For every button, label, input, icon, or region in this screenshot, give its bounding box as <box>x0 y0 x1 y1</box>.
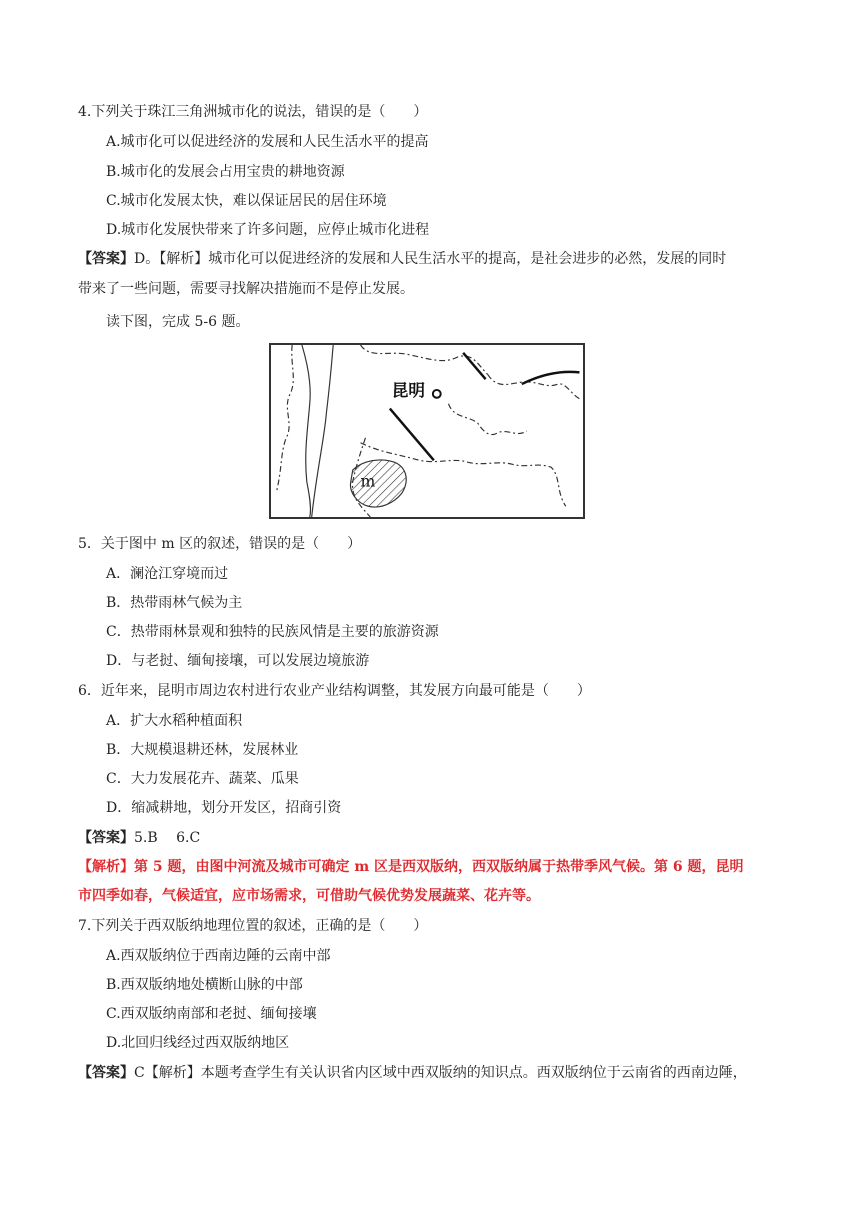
q4-option-c: C.城市化发展太快，难以保证居民的居住环境 <box>106 193 387 209</box>
q4-answer-text: D。【解析】城市化可以促进经济的发展和人民生活水平的提高，是社会进步的必然，发展的同时 <box>134 251 727 267</box>
river-segment <box>463 353 485 379</box>
q4-option-a: A.城市化可以促进经济的发展和人民生活水平的提高 <box>106 134 429 150</box>
q6-option-a: A．扩大水稻种植面积 <box>106 713 243 729</box>
q5-option-c: C．热带雨林景观和独特的民族风情是主要的旅游资源 <box>106 624 439 640</box>
boundary-line <box>277 345 294 492</box>
q7-option-a: A.西双版纳位于西南边陲的云南中部 <box>106 948 331 964</box>
answer-tag: 【答案】 <box>78 830 134 846</box>
kunming-label: 昆明 <box>391 380 426 400</box>
q6-option-b: B．大规模退耕还林，发展林业 <box>106 742 299 758</box>
map-graphic <box>271 345 583 517</box>
q56-analysis: 【解析】第 5 题，由图中河流及城市可确定 m 区是西双版纳，西双版纳属于热带季风气候。第 6 题，昆明 <box>78 859 744 875</box>
m-region <box>350 460 406 507</box>
kunming-city-dot <box>433 390 441 398</box>
answer-tag: 【答案】 <box>78 251 134 267</box>
q7-answer-text: C【解析】本题考查学生有关认识省内区域中西双版纳的知识点。西双版纳位于云南省的西南边陲， <box>134 1065 747 1081</box>
answer-tag: 【答案】 <box>78 1065 134 1081</box>
q4-stem: 4.下列关于珠江三角洲城市化的说法，错误的是（ ） <box>78 104 428 120</box>
q7-option-d: D.北回归线经过西双版纳地区 <box>106 1035 290 1051</box>
q5-option-a: A．澜沧江穿境而过 <box>106 566 229 582</box>
q56-answer-text: 5.B 6.C <box>134 830 201 846</box>
q4-option-b: B.城市化的发展会占用宝贵的耕地资源 <box>106 164 345 180</box>
q7-option-c: C.西双版纳南部和老挝、缅甸接壤 <box>106 1006 317 1022</box>
q5-stem: 5．关于图中 m 区的叙述，错误的是（ ） <box>78 536 362 552</box>
q6-stem: 6．近年来，昆明市周边农村进行农业产业结构调整，其发展方向最可能是（ ） <box>78 683 591 699</box>
q4-option-d: D.城市化发展快带来了许多问题，应停止城市化进程 <box>106 222 430 238</box>
q5-option-b: B．热带雨林气候为主 <box>106 595 243 611</box>
q7-stem: 7.下列关于西双版纳地理位置的叙述，正确的是（ ） <box>78 918 428 934</box>
m-region-label: m <box>360 471 376 491</box>
q4-answer <box>78 249 726 269</box>
q56-answer <box>78 828 200 848</box>
river-line <box>302 345 311 517</box>
q7-answer <box>78 1063 747 1083</box>
q7-option-b: B.西双版纳地处横断山脉的中部 <box>106 977 303 993</box>
map-instruction: 读下图，完成 5-6 题。 <box>106 314 250 330</box>
q4-answer-cont: 带来了一些问题，需要寻找解决措施而不是停止发展。 <box>78 281 414 297</box>
yunnan-map <box>269 343 585 519</box>
q6-option-c: C．大力发展花卉、蔬菜、瓜果 <box>106 771 299 787</box>
q5-option-d: D．与老挝、缅甸接壤，可以发展边境旅游 <box>106 653 370 669</box>
boundary-line <box>449 404 527 435</box>
river-line <box>312 345 334 517</box>
q56-analysis-cont: 市四季如春，气候适宜，应市场需求，可借助气候优势发展蔬菜、花卉等。 <box>78 888 540 904</box>
river-segment <box>390 409 434 461</box>
q6-option-d: D．缩减耕地，划分开发区，招商引资 <box>106 800 342 816</box>
